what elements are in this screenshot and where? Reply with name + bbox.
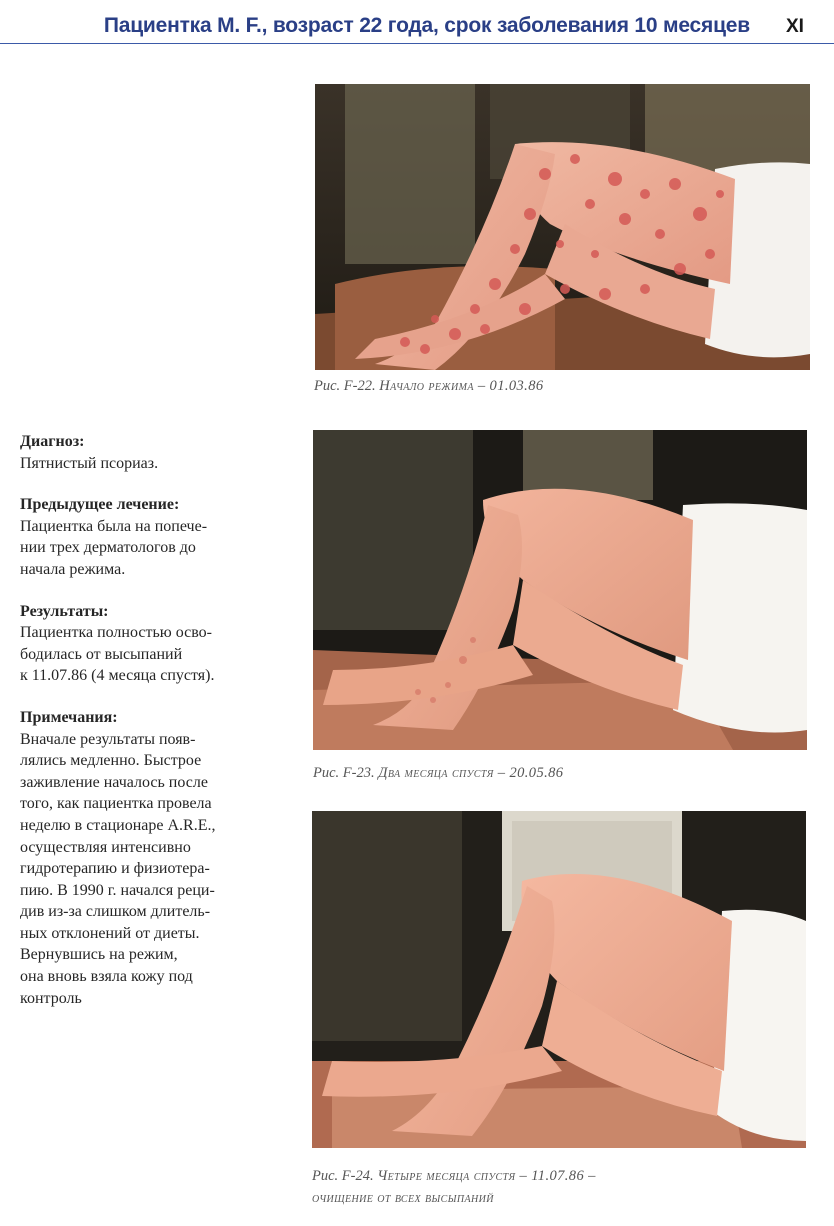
notes-line: див из-за слишком длитель- <box>20 903 211 921</box>
notes-line: Вначале результаты появ- <box>20 730 196 748</box>
notes-line: пию. В 1990 г. начался реци- <box>20 881 215 899</box>
notes-line: контроль <box>20 989 82 1007</box>
notes-section <box>20 707 280 1009</box>
caption-number: Рис. F-22. <box>314 378 376 394</box>
caption-number: Рис. F-24. <box>312 1168 374 1184</box>
page-title: Пациентка М. F., возраст 22 года, срок заболевания 10 месяцев <box>103 14 750 37</box>
previous-treatment-heading: Предыдущее лечение: <box>20 496 180 514</box>
header-divider <box>0 43 834 44</box>
page-number: XI <box>786 16 804 37</box>
caption-number: Рис. F-23. <box>313 765 375 781</box>
notes-line: ных отклонений от диеты. <box>20 924 200 942</box>
caption-text: Начало режима – 01.03.86 <box>379 378 544 394</box>
caption-continuation: очищение от всех высыпаний <box>312 1190 494 1206</box>
results-line: к 11.07.86 (4 месяца спустя). <box>20 667 215 685</box>
photo-f22 <box>315 84 810 370</box>
diagnosis-line: Пятнистый псориаз. <box>20 454 159 472</box>
notes-heading: Примечания: <box>20 708 118 726</box>
previous-treatment-line: Пациентка была на попече- <box>20 517 208 535</box>
notes-line: Вернувшись на режим, <box>20 946 178 964</box>
caption-text: Два месяца спустя – 20.05.86 <box>378 765 564 781</box>
previous-treatment-section <box>20 494 280 580</box>
results-section <box>20 601 280 687</box>
caption-f24 <box>312 1165 596 1209</box>
notes-line: гидротерапию и физиотера- <box>20 860 210 878</box>
notes-line: осуществляя интенсивно <box>20 838 191 856</box>
diagnosis-heading: Диагноз: <box>20 433 85 450</box>
results-line: бодилась от высыпаний <box>20 645 183 663</box>
previous-treatment-line: начала режима. <box>20 560 126 578</box>
caption-f23 <box>313 765 563 782</box>
previous-treatment-line: нии трех дерматологов до <box>20 539 196 557</box>
photo-f23 <box>313 430 807 750</box>
results-line: Пациентка полностью осво- <box>20 624 212 642</box>
case-notes <box>20 431 280 1029</box>
notes-line: она вновь взяла кожу под <box>20 968 193 986</box>
notes-line: заживление началось после <box>20 773 208 791</box>
notes-line: того, как пациентка провела <box>20 795 212 813</box>
diagnosis-section <box>20 431 280 474</box>
caption-text: Четыре месяца спустя – 11.07.86 – <box>377 1168 596 1184</box>
photo-f24 <box>312 811 806 1148</box>
results-heading: Результаты: <box>20 602 109 620</box>
notes-line: неделю в стационаре A.R.E., <box>20 816 216 834</box>
caption-f22 <box>314 378 544 395</box>
notes-line: лялись медленно. Быстрое <box>20 752 202 770</box>
